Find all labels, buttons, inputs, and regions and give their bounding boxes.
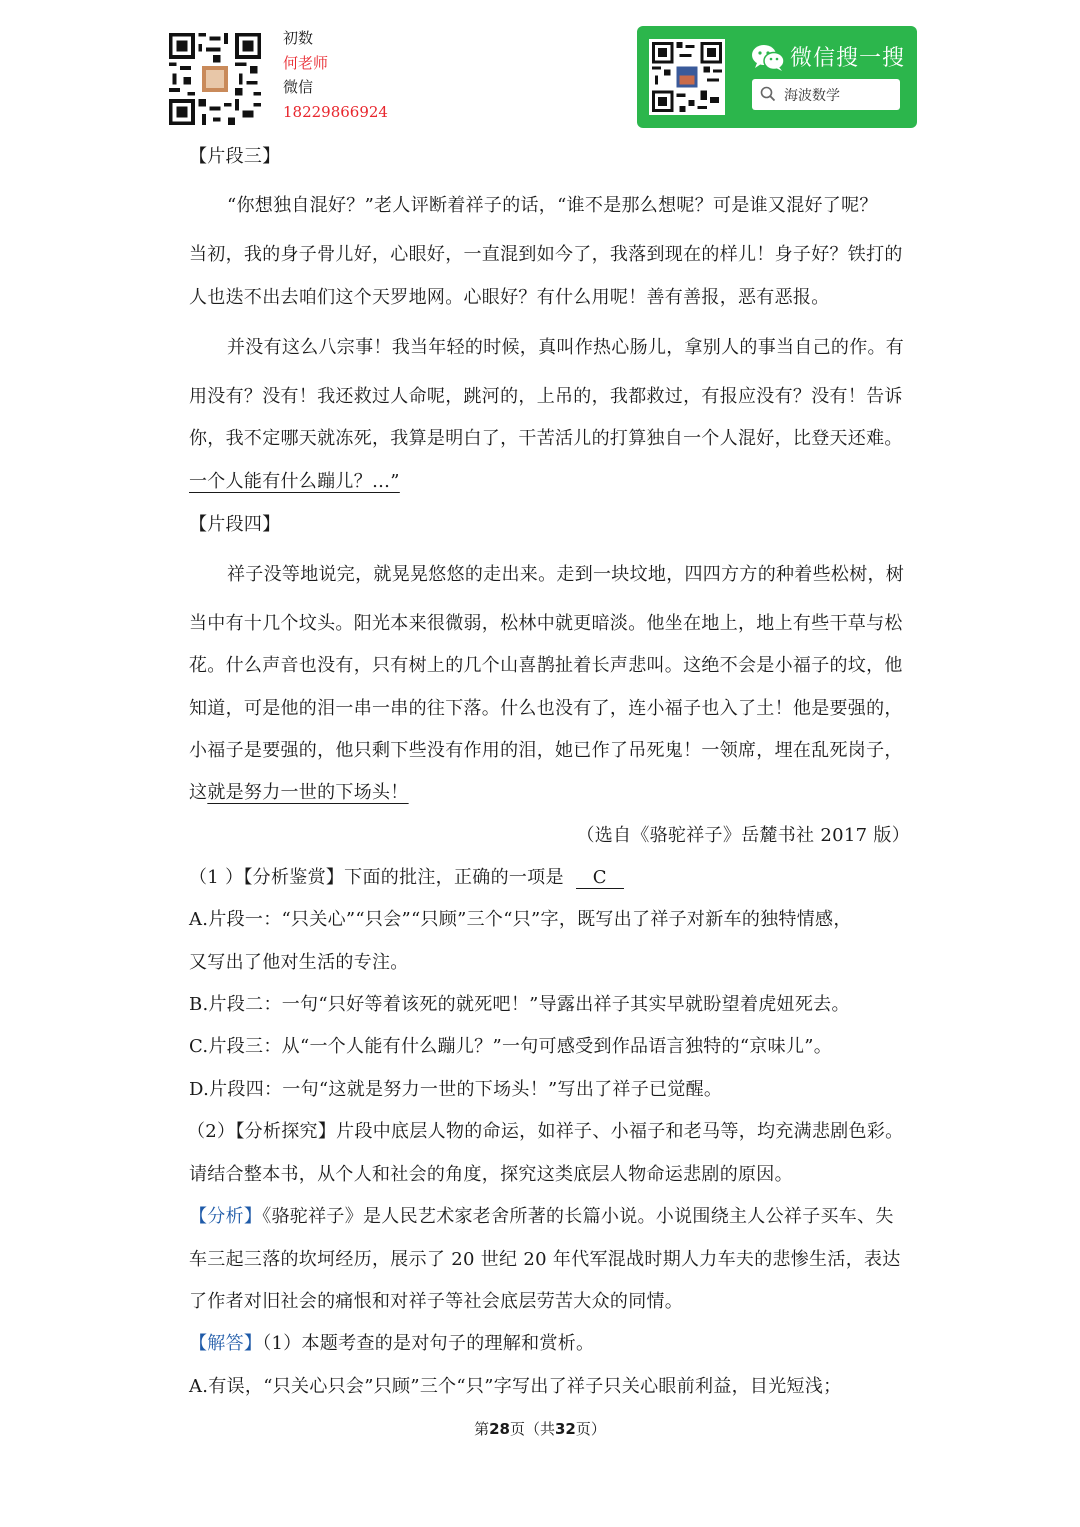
question-1-text: （1 ）【分析鉴赏】下面的批注，正确的一项是 <box>189 867 564 888</box>
text-line: 当中有十几个坟头。阳光本来很微弱，松林中就更暗淡。他坐在地上，地上有些干草与松 <box>189 613 903 634</box>
page-footer <box>0 1418 1080 1439</box>
current-page: 28 <box>489 1420 510 1438</box>
underlined-sentence: 一个人能有什么蹦儿？…” <box>189 471 400 492</box>
text-line <box>189 778 409 804</box>
option-a: A.片段一：“只关心”“只会”“只顾”三个“只”字，既写出了祥子对新车的独特情感， <box>189 909 852 930</box>
source-citation: （选自《骆驼祥子》岳麓书社 2017 版） <box>576 825 910 846</box>
contact-qr-code <box>169 33 261 125</box>
text-line: 知道，可是他的泪一串一串的往下落。什么也没有了，连小福子也入了土！他是要强的， <box>189 698 903 719</box>
heading-fragment-4: 【片段四】 <box>189 514 281 535</box>
question-2-cont: 请结合整本书，从个人和社会的角度，探究这类底层人物命运悲剧的原因。 <box>189 1164 793 1185</box>
solution-label: 【解答】 <box>189 1333 263 1354</box>
question-1 <box>189 863 624 889</box>
analysis-text: 《骆驼祥子》是人民艺术家老舍所著的长篇小说。小说围绕主人公祥子买车、失 <box>262 1206 894 1227</box>
option-d: D.片段四：一句“这就是努力一世的下场头！”写出了祥子已觉醒。 <box>189 1079 723 1100</box>
text-line: 当初，我的身子骨儿好，心眼好，一直混到如今了，我落到现在的样儿！身子好？铁打的 <box>189 244 903 265</box>
contact-phone: 18229866924 <box>283 102 388 121</box>
text-line: 花。什么声音也没有，只有树上的几个山喜鹊扯着长声悲叫。这绝不会是小福子的坟，他 <box>189 655 903 676</box>
search-icon <box>760 86 776 102</box>
solution-text: （1）本题考查的是对句子的理解和赏析。 <box>262 1333 595 1354</box>
text-line: 车三起三落的坎坷经历，展示了 20 世纪 20 年代军混战时期人力车夫的悲惨生活，表达 <box>189 1249 901 1270</box>
analysis-line <box>189 1202 894 1228</box>
contact-wechat-label: 微信 <box>283 78 314 96</box>
footer-suffix: 页） <box>575 1420 606 1438</box>
text-prefix: 这 <box>189 782 208 803</box>
answer-blank: C <box>576 868 624 889</box>
question-2: （2）【分析探究】片段中底层人物的命运，如祥子、小福子和老马等，均充满悲剧色彩。 <box>187 1121 904 1142</box>
wechat-logo-icon <box>751 44 785 72</box>
wechat-search-box[interactable] <box>752 79 900 110</box>
text-line: 你，我不定哪天就冻死，我算是明白了，干苦活儿的打算独自一个人混好，比登天还难。 <box>189 428 903 449</box>
text-line: 人也迭不出去咱们这个天罗地网。心眼好？有什么用呢！善有善报，恶有恶报。 <box>189 287 830 308</box>
text-line: 了作者对旧社会的痛恨和对祥子等社会底层劳苦大众的同情。 <box>189 1291 684 1312</box>
underlined-sentence: 就是努力一世的下场头！ <box>207 782 409 803</box>
text-line: A.有误，“只关心只会”只顾”三个“只”字写出了祥子只关心眼前利益，目光短浅； <box>189 1376 842 1397</box>
option-a-cont: 又写出了他对生活的专注。 <box>189 952 409 973</box>
text-line: 祥子没等地说完，就晃晃悠悠的走出来。走到一块坟地，四四方方的种着些松树，树 <box>227 564 905 585</box>
footer-prefix: 第 <box>474 1420 490 1438</box>
contact-info <box>283 26 388 124</box>
option-c: C.片段三：从“一个人能有什么蹦儿？”一句可感受到作品语言独特的“京味儿”。 <box>189 1036 833 1057</box>
wechat-search-title: 微信搜一搜 <box>790 46 906 71</box>
analysis-label: 【分析】 <box>189 1206 263 1227</box>
text-line: 小福子是要强的，他只剩下些没有作用的泪，她已作了吊死鬼！一领席，埋在乱死岗子， <box>189 740 903 761</box>
wechat-search-text: 海波数学 <box>784 88 840 104</box>
option-b: B.片段二：一句“只好等着该死的就死吧！”导露出祥子其实早就盼望着虎妞死去。 <box>189 994 850 1015</box>
wechat-qr-code <box>649 39 725 115</box>
total-pages: 32 <box>555 1420 576 1438</box>
text-line: 并没有这么八宗事！我当年轻的时候，真叫作热心肠儿，拿别人的事当自己的作。有 <box>227 337 905 358</box>
text-line: 用没有？没有！我还救过人命呢，跳河的，上吊的，我都救过，有报应没有？没有！告诉 <box>189 386 903 407</box>
contact-subject: 初数 <box>283 29 314 47</box>
heading-fragment-3: 【片段三】 <box>189 146 281 167</box>
wechat-search-card <box>637 26 917 128</box>
contact-teacher: 何老师 <box>283 53 329 72</box>
text-line: “你想独自混好？”老人评断着祥子的话，“谁不是那么想呢？可是谁又混好了呢？ <box>227 195 878 216</box>
footer-middle: 页（共 <box>509 1420 555 1438</box>
solution-line <box>189 1329 594 1355</box>
